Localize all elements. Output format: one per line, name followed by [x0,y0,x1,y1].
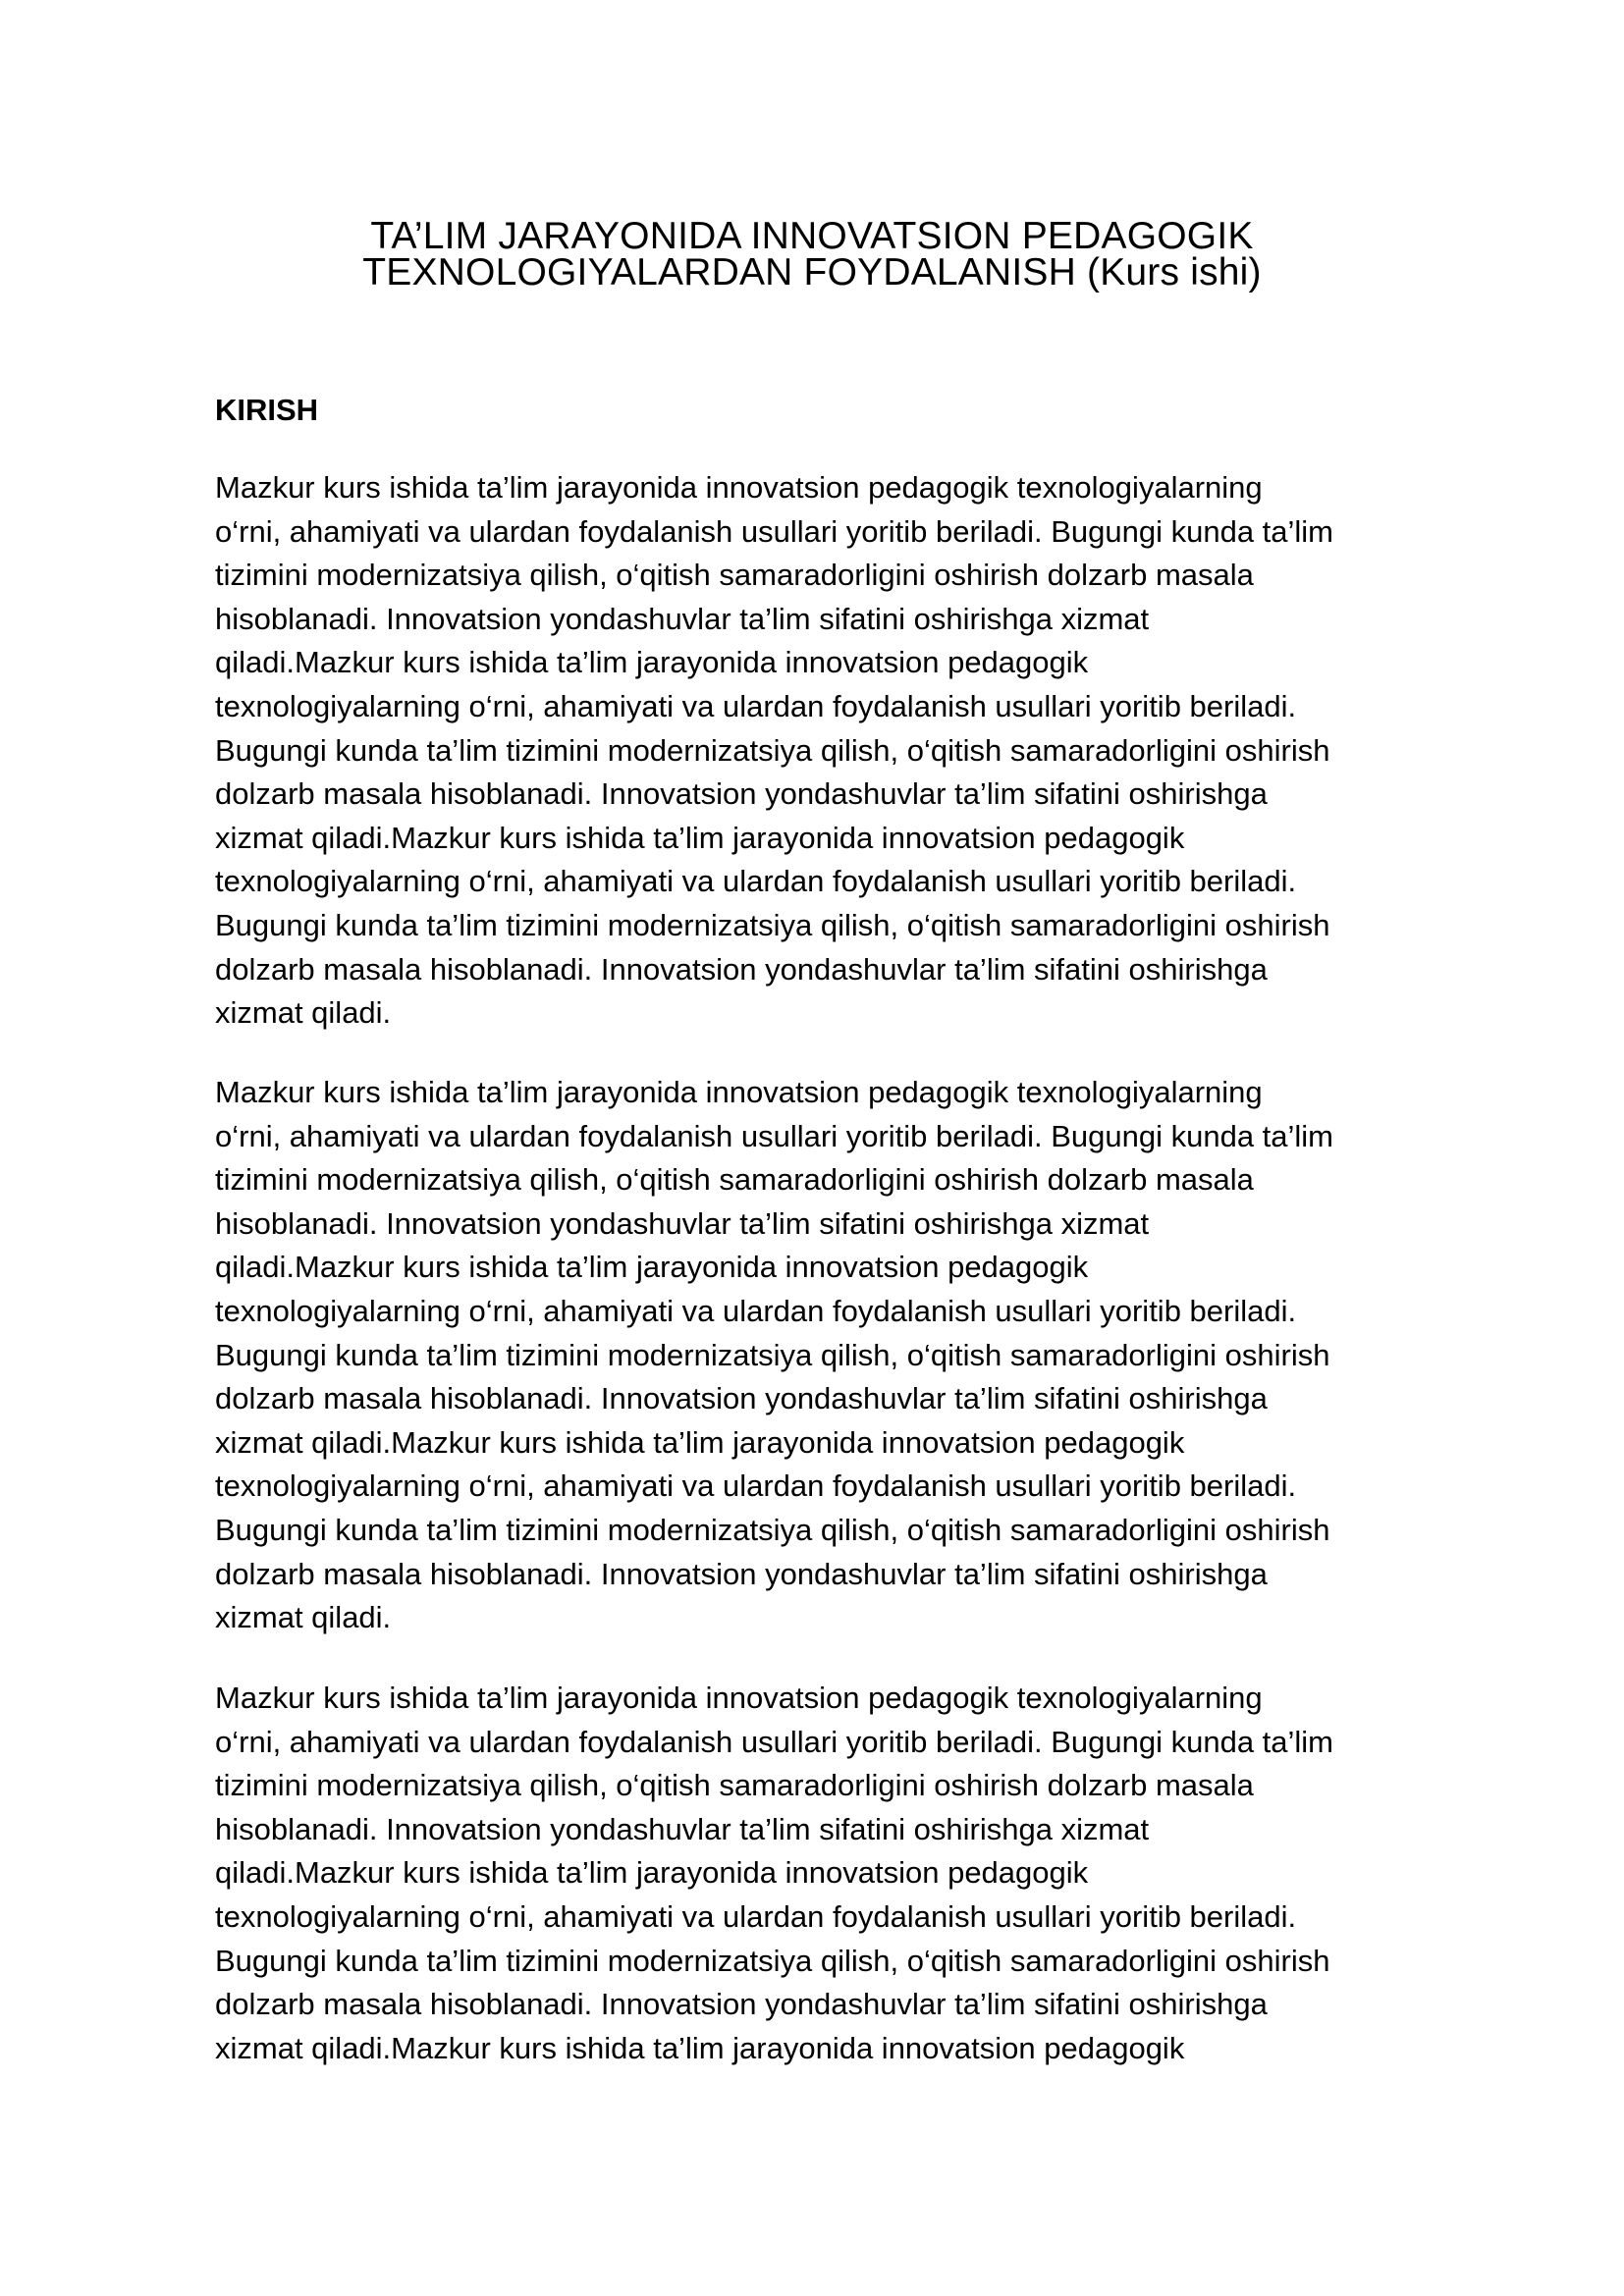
paragraph-line: xizmat qiladi.Mazkur kurs ishida ta’lim jarayonida innovatsion pedagogik [215,2030,1185,2065]
paragraph-line: qiladi.Mazkur kurs ishida ta’lim jarayonida innovatsion pedagogik [215,1250,1089,1285]
paragraph-line: dolzarb masala hisoblanadi. Innovatsion yondashuvlar ta’lim sifatini oshirishga [215,1381,1268,1416]
document-title [196,215,1428,294]
paragraph-line: Mazkur kurs ishida ta’lim jarayonida innovatsion pedagogik texnologiyalarning [215,1681,1263,1715]
section-heading: KIRISH [215,393,319,427]
paragraph-line: Mazkur kurs ishida ta’lim jarayonida innovatsion pedagogik texnologiyalarning [215,1075,1263,1109]
paragraph [215,1071,1433,1640]
paragraph-line: xizmat qiladi. [215,1600,392,1635]
paragraph-line: texnologiyalarning o‘rni, ahamiyati va ulardan foydalanish usullari yoritib beriladi. [215,1898,1297,1934]
paragraph-line: texnologiyalarning o‘rni, ahamiyati va ulardan foydalanish usullari yoritib beriladi. [215,688,1297,723]
paragraph-line: texnologiyalarning o‘rni, ahamiyati va ulardan foydalanish usullari yoritib beriladi. [215,1293,1297,1328]
paragraph-line: Bugungi kunda ta’lim tizimini modernizatsiya qilish, o‘qitish samaradorligini oshirish [215,1512,1330,1547]
paragraph-line: hisoblanadi. Innovatsion yondashuvlar ta’lim sifatini oshirishga xizmat [215,1811,1150,1846]
paragraph-line: xizmat qiladi. [215,995,392,1031]
paragraph-line: qiladi.Mazkur kurs ishida ta’lim jarayonida innovatsion pedagogik [215,1855,1089,1891]
paragraph-line: tizimini modernizatsiya qilish, o‘qitish samaradorligini oshirish dolzarb masala [215,1768,1254,1803]
paragraph-line: Bugungi kunda ta’lim tizimini modernizatsiya qilish, o‘qitish samaradorligini oshirish [215,907,1330,942]
paragraph-line: Mazkur kurs ishida ta’lim jarayonida innovatsion pedagogik texnologiyalarning [215,470,1263,505]
paragraph-line: dolzarb masala hisoblanadi. Innovatsion yondashuvlar ta’lim sifatini oshirishga [215,1987,1268,2022]
paragraph [215,466,1433,1036]
paragraph-line: Bugungi kunda ta’lim tizimini modernizatsiya qilish, o‘qitish samaradorligini oshirish [215,1943,1330,1978]
paragraph-line: tizimini modernizatsiya qilish, o‘qitish samaradorligini oshirish dolzarb masala [215,558,1254,593]
paragraph-line: xizmat qiladi.Mazkur kurs ishida ta’lim jarayonida innovatsion pedagogik [215,820,1185,855]
paragraph-line: Bugungi kunda ta’lim tizimini modernizatsiya qilish, o‘qitish samaradorligini oshirish [215,732,1330,768]
paragraph-line: qiladi.Mazkur kurs ishida ta’lim jarayonida innovatsion pedagogik [215,645,1089,680]
paragraph-line: dolzarb masala hisoblanadi. Innovatsion yondashuvlar ta’lim sifatini oshirishga [215,951,1268,987]
document-title-line: TA’LIM JARAYONIDA INNOVATSION PEDAGOGIK [370,215,1254,257]
paragraph-line: o‘rni, ahamiyati va ulardan foydalanish usullari yoritib beriladi. Bugungi kunda ta’lim [215,1118,1334,1153]
paragraph-line: texnologiyalarning o‘rni, ahamiyati va ulardan foydalanish usullari yoritib beriladi. [215,864,1297,899]
paragraph [215,1677,1433,2070]
paragraph-line: hisoblanadi. Innovatsion yondashuvlar ta’lim sifatini oshirishga xizmat [215,1205,1150,1241]
paragraph-line: dolzarb masala hisoblanadi. Innovatsion yondashuvlar ta’lim sifatini oshirishga [215,1556,1268,1591]
paragraph-line: texnologiyalarning o‘rni, ahamiyati va ulardan foydalanish usullari yoritib beriladi. [215,1468,1297,1504]
paragraph-line: dolzarb masala hisoblanadi. Innovatsion yondashuvlar ta’lim sifatini oshirishga [215,776,1268,812]
paragraph-line: o‘rni, ahamiyati va ulardan foydalanish usullari yoritib beriladi. Bugungi kunda ta’lim [215,513,1334,549]
paragraph-line: hisoblanadi. Innovatsion yondashuvlar ta’lim sifatini oshirishga xizmat [215,601,1150,636]
paragraph-line: Bugungi kunda ta’lim tizimini modernizatsiya qilish, o‘qitish samaradorligini oshirish [215,1337,1330,1372]
paragraph-line: tizimini modernizatsiya qilish, o‘qitish samaradorligini oshirish dolzarb masala [215,1162,1254,1198]
document-title-line: TEXNOLOGIYALARDAN FOYDALANISH (Kurs ishi) [362,251,1262,294]
paragraph-line: xizmat qiladi.Mazkur kurs ishida ta’lim jarayonida innovatsion pedagogik [215,1424,1185,1460]
paragraph-line: o‘rni, ahamiyati va ulardan foydalanish usullari yoritib beriladi. Bugungi kunda ta’lim [215,1724,1334,1759]
